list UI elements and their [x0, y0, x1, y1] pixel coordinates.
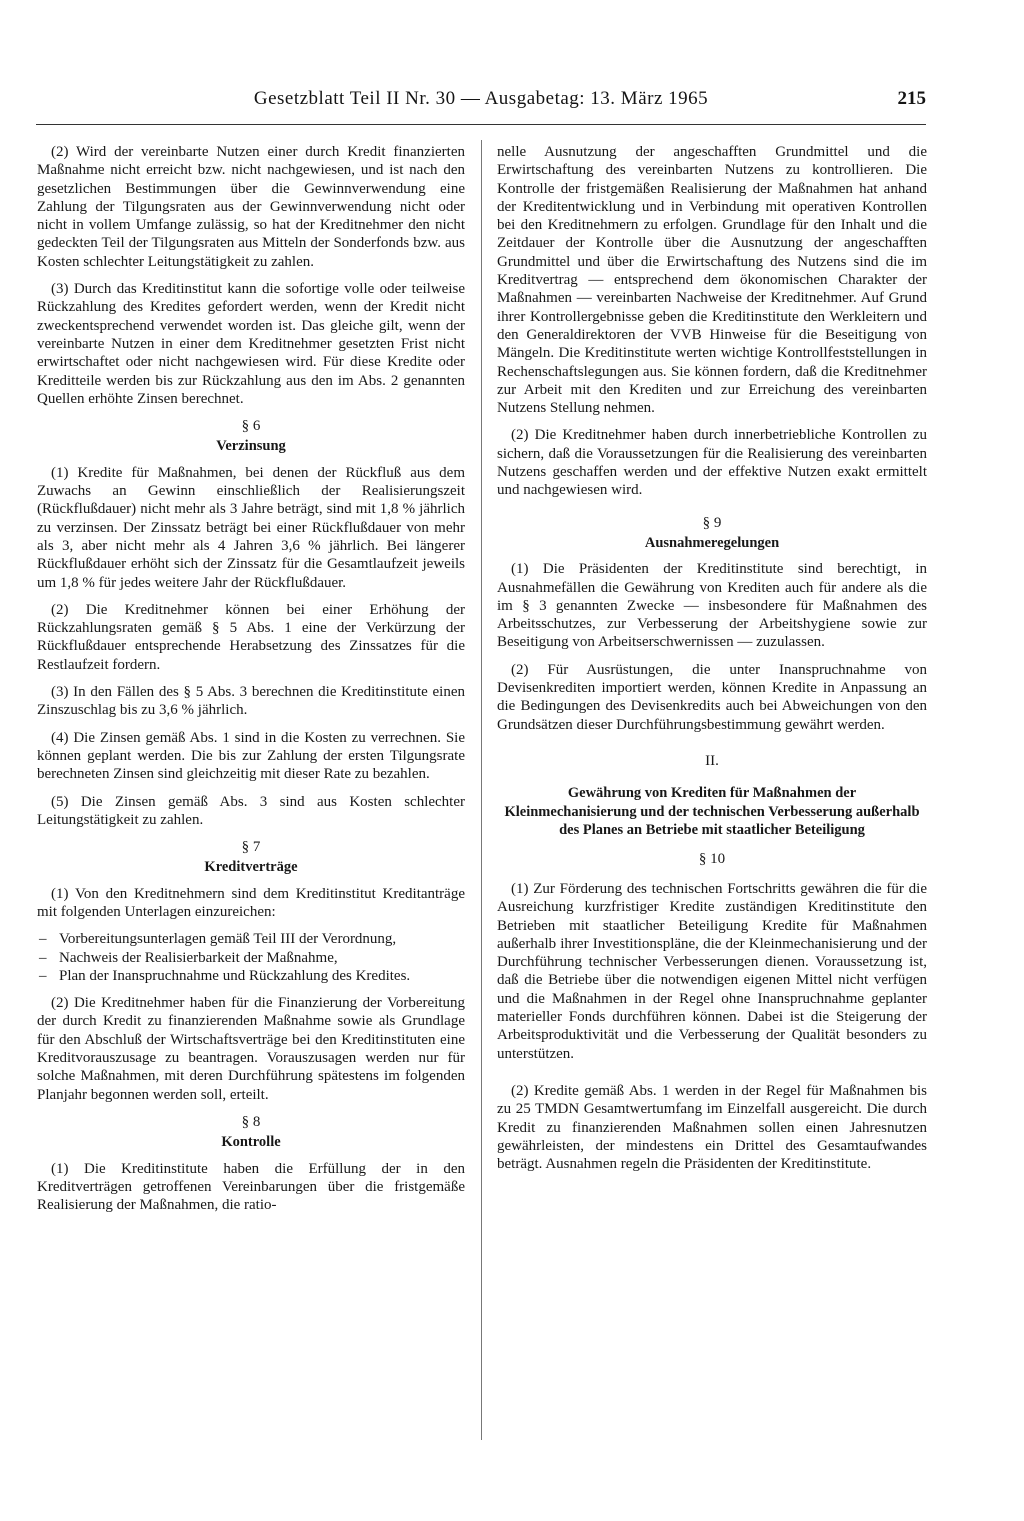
paragraph-5-3: (3) Durch das Kreditinstitut kann die sofortige volle oder teilweise Rückzahlung des Kredites gefordert werden, wenn der Kredit nicht zweckentsprechend verwendet worden ist. Das gleiche gilt, wenn der vereinbarte Nutzen in einer dem Kreditnehmer gesetzten Frist nicht erwirtschaftet oder nicht nachgewiesen wird. Für diese Kredite oder Kreditteile werden bis zur Rückzahlung aus den im Abs. 2 genannten Quellen erhöhte Zinsen berechnet. — [37, 281, 465, 407]
section-8-title: Kontrolle — [221, 1134, 281, 1151]
list-item: – Vorbereitungsunterlagen gemäß Teil III der Verordnung, — [37, 930, 465, 948]
paragraph-9-2: (2) Für Ausrüstungen, die unter Inanspruchnahme von Devisenkrediten importiert werden, können Kredite in Anpassung an die Bedingungen des Devisenkredits auch bei Abweichungen von den Grundsätzen dieser Durchführungsbestimmung gewährt werden. — [497, 661, 927, 733]
page-number: 215 — [897, 88, 926, 109]
section-7-number: § 7 — [241, 839, 261, 856]
section-6-title: Verzinsung — [216, 438, 286, 455]
page-header — [36, 86, 926, 116]
part-2-title: Gewährung von Krediten für Maßnahmen der Kleinmechanisierung und der technischen Verbesserung außerhalb des Planes an Betriebe mit staatlicher Beteiligung — [504, 785, 920, 839]
part-2-number: II. — [705, 752, 719, 769]
header-title: Gesetzblatt Teil II Nr. 30 — Ausgabetag: 13. März 1965 — [253, 88, 709, 109]
section-9-number: § 9 — [702, 514, 722, 531]
section-7-title: Kreditverträge — [204, 859, 298, 876]
section-9-title: Ausnahmeregelungen — [644, 534, 780, 551]
right-column — [497, 143, 927, 1182]
paragraph-5-2: (2) Wird der vereinbarte Nutzen einer durch Kredit finanzierten Maßnahme nicht erreicht bzw. nicht nachgewiesen, und ist nach den gesetzlichen Bestimmungen über die Gewinnverwendung eine Zahlung der Tilgungsraten aus der Gewinnverwendung nicht oder nicht in vollem Umfange zulässig, so hat der Kreditnehmer den nicht gedeckten Teil der Tilgungsraten aus Mitteln der Sonderfonds bzw. aus Kosten schlechter Leitungstätigkeit zu zahlen. — [37, 144, 465, 270]
paragraph-6-1: (1) Kredite für Maßnahmen, bei denen der Rückfluß aus dem Zuwachs an Gewinn einschließlich der Realisierungszeit (Rückflußdauer) nicht mehr als 3 Jahre beträgt, sind mit 1,8 % jährlich zu verzinsen. Der Zinssatz beträgt bei einer Rückflußdauer von mehr als 3, aber nicht mehr als 4 Jahren 3,6 % jährlich. Bei längerer Rückflußdauer erhöht sich der Zinssatz für die Gesamtlaufzeit jeweils um 1,8 % für jedes weitere Jahr der Rückflußdauer. — [37, 464, 465, 591]
paragraph-7-1: (1) Von den Kreditnehmern sind dem Kreditinstitut Kreditanträge mit folgenden Unterlagen einzureichen: — [37, 885, 465, 920]
paragraph-10-2: (2) Kredite gemäß Abs. 1 werden in der Regel für Maßnahmen bis zu 25 TMDN Gesamtwertumfang im Einzelfall ausgereicht. Die durch Kredit zu finanzierenden Maßnahmen sollen einen Jahresnutzen gewährleisten, der mindestens ein Drittel des Gesamtaufwandes beträgt. Ausnahmen regeln die Präsidenten der Kreditinstitute. — [497, 1082, 927, 1173]
paragraph-7-2: (2) Die Kreditnehmer haben für die Finanzierung der Vorbereitung der durch Kredit zu finanzierenden Maßnahme sowie als Grundlage für den Abschluß der Wirtschaftsverträge bei den Kreditinstituten eine Kreditvorauszusage zu beantragen. Vorauszusagen werden nur für solche Maßnahmen, mit deren Durchführung spätestens im folgenden Planjahr begonnen werden soll, erteilt. — [37, 995, 465, 1103]
section-10-number: § 10 — [698, 850, 726, 867]
paragraph-9-1: (1) Die Präsidenten der Kreditinstitute sind berechtigt, in Ausnahmefällen die Gewährung von Krediten auch für andere als die im § 3 genannten Zwecke — insbesondere für Maßnahmen des Arbeitsschutzes, zur Verbesserung der Arbeitshygiene sowie zur Beseitigung von Arbeitserschwernissen — zuzulassen. — [497, 561, 927, 651]
header-rule — [36, 124, 926, 125]
section-8-number: § 8 — [241, 1113, 261, 1130]
paragraph-10-1: (1) Zur Förderung des technischen Fortschritts gewähren die für die Ausreichung kurzfristiger Kredite zuständigen Kreditinstitute den Betrieben mit staatlicher Beteiligung Kredite für Maßnahmen außerhalb ihrer Investitionspläne, die der Kleinmechanisierung und der Durchführung technischer Verbesserungen dienen. Voraussetzung ist, daß die Betriebe über die notwendigen eigenen Mittel nicht verfügen und die Maßnahmen in der Regel ohne Inanspruchnahme geplanter materieller Fonds durchführen können. Dabei ist die Steigerung der Arbeitsproduktivität und die Verbesserung der Qualität besonders zu unterstützen. — [497, 881, 927, 1062]
left-column — [37, 143, 465, 1223]
section-6-number: § 6 — [241, 418, 261, 435]
paragraph-6-3: (3) In den Fällen des § 5 Abs. 3 berechnen die Kreditinstitute einen Zinszuschlag bis zu 3,6 % jährlich. — [37, 684, 465, 719]
paragraph-6-2: (2) Die Kreditnehmer können bei einer Erhöhung der Rückzahlungsraten gemäß § 5 Abs. 1 eine der Verkürzung der Rückflußdauer entsprechende Herabsetzung des Zinssatzes für die Restlaufzeit fordern. — [37, 601, 465, 673]
paragraph-8-2: (2) Die Kreditnehmer haben durch innerbetriebliche Kontrollen zu sichern, daß die Voraussetzungen für die Realisierung des vereinbarten Nutzens geschaffen werden und der effektive Nutzen exakt ermittelt und nachgewiesen wird. — [497, 427, 927, 499]
paragraph-8-1-continued: nelle Ausnutzung der angeschafften Grundmittel und die Erwirtschaftung des vereinbarten Nutzens zu kontrollieren. Die Kontrolle der fristgemäßen Realisierung der Maßnahmen hat anhand der Kreditentwicklung und in Verbindung mit operativen Kontrollen bei den Kreditnehmern zu erfolgen. Grundlage für den Inhalt und die Zeitdauer der Kontrolle über die Ausnutzung der angeschafften Grundmittel und über die Erwirtschaftung des Nutzens sind die im Kreditvertrag — entsprechend dem ökonomischen Charakter der Maßnahmen — vereinbarten Nachweise der Kreditnehmer. Auf Grund ihrer Kontrollergebnisse geben die Kreditinstitute den Werkleitern und den Generaldirektoren der VVB Hinweise für die Beseitigung von Mängeln. Die Kreditinstitute werten wichtige Kontrollfeststellungen in Rechenschaftslegungen aus. Sie können fordern, daß die Kreditnehmer zur Arbeit mit den Krediten und zur Erreichung des vereinbarten Nutzens Stellung nehmen. — [497, 144, 927, 417]
list-item: – Plan der Inanspruchnahme und Rückzahlung des Kredites. — [37, 967, 465, 985]
paragraph-6-4: (4) Die Zinsen gemäß Abs. 1 sind in die Kosten zu verrechnen. Sie können geplant werden. Die bis zur Zahlung der ersten Tilgungsrate berechneten Zinsen sind gleichzeitig mit dieser Rate zu bezahlen. — [37, 729, 465, 783]
paragraph-6-5: (5) Die Zinsen gemäß Abs. 3 sind aus Kosten schlechter Leitungstätigkeit zu zahlen. — [37, 793, 465, 828]
documents-list — [37, 930, 465, 985]
paragraph-8-1: (1) Die Kreditinstitute haben die Erfüllung der in den Kreditverträgen getroffenen Vereinbarungen über die fristgemäße Realisierung der Maßnahmen, die ratio- — [37, 1160, 465, 1214]
list-item: – Nachweis der Realisierbarkeit der Maßnahme, — [37, 949, 465, 967]
column-divider — [481, 140, 482, 1440]
